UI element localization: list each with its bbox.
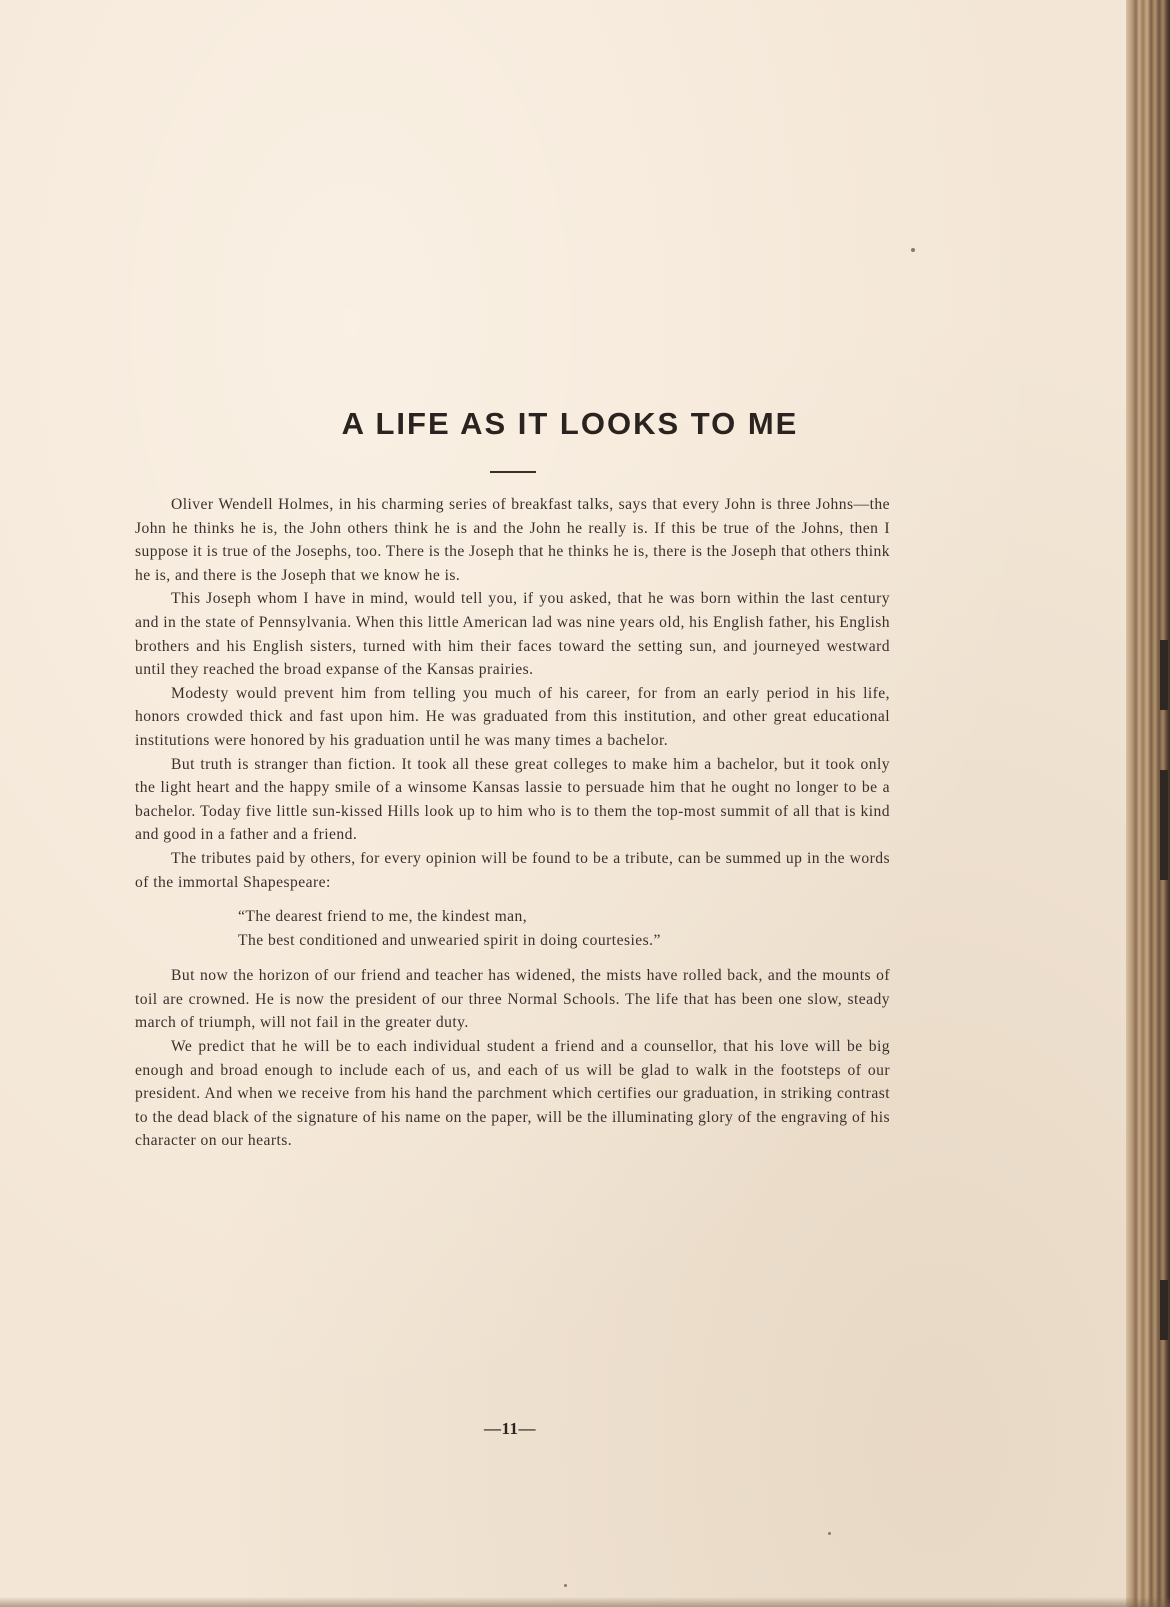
article-title: A LIFE AS IT LOOKS TO ME — [341, 406, 799, 441]
article-body — [135, 493, 890, 1153]
page-stack-edge — [1126, 0, 1170, 1607]
paper-speck — [911, 248, 915, 252]
page-tab — [1160, 640, 1168, 710]
paragraph: The tributes paid by others, for every opinion will be found to be a tribute, can be summed up in the words of the immortal Shapespeare: — [135, 849, 890, 891]
paragraph: Modesty would prevent him from telling you much of his career, for from an early period in his life, honors crowded thick and fast upon him. He was graduated from this institution, and other great educational institutions were honored by his graduation until he was many times a bachelor. — [135, 684, 890, 749]
page-tab — [1160, 770, 1168, 880]
page-number: —11— — [483, 1419, 537, 1438]
page-tab — [1160, 1280, 1168, 1340]
paper-speck — [564, 1584, 567, 1587]
quote-line: “The dearest friend to me, the kindest man, — [238, 908, 528, 926]
paragraph: Oliver Wendell Holmes, in his charming series of breakfast talks, says that every John is three Johns—the John he thinks he is, the John others think he is and the John he really is. If this be true of the Johns, then I suppose it is true of the Josephs, too. There is the Joseph that he thinks he is, there is the Joseph that others think he is, and there is the Joseph that we know he is. — [135, 496, 890, 584]
block-quote — [238, 905, 890, 952]
title-divider — [490, 471, 536, 473]
paragraph: But truth is stranger than fiction. It took all these great colleges to make him a bachelor, but it took only the light heart and the happy smile of a winsome Kansas lassie to persuade him that he ought no longer to be a bachelor. Today five little sun-kissed Hills look up to him who is to them the top-most summit of all that is kind and good in a father and a friend. — [135, 755, 890, 844]
paper-speck — [828, 1532, 831, 1535]
paragraph: We predict that he will be to each individual student a friend and a counsellor, that his love will be big enough and broad enough to include each of us, and each of us will be glad to walk in the footsteps of our president. And when we receive from his hand the parchment which certifies our graduation, in striking contrast to the dead black of the signature of his name on the paper, will be the illuminating glory of the engraving of his character on our hearts. — [135, 1038, 890, 1150]
paragraph: This Joseph whom I have in mind, would tell you, if you asked, that he was born within the last century and in the state of Pennsylvania. When this little American lad was nine years old, his English father, his English brothers and his English sisters, turned with him their faces toward the setting sun, and journeyed westward until they reached the broad expanse of the Kansas prairies. — [135, 590, 891, 679]
quote-line: The best conditioned and unwearied spirit in doing courtesies.” — [238, 931, 661, 949]
paragraph: But now the horizon of our friend and teacher has widened, the mists have rolled back, and the mounts of toil are crowned. He is now the president of our three Normal Schools. The life that has been one slow, steady march of triumph, will not fail in the greater duty. — [135, 967, 890, 1032]
page-bottom-edge — [0, 1597, 1170, 1607]
